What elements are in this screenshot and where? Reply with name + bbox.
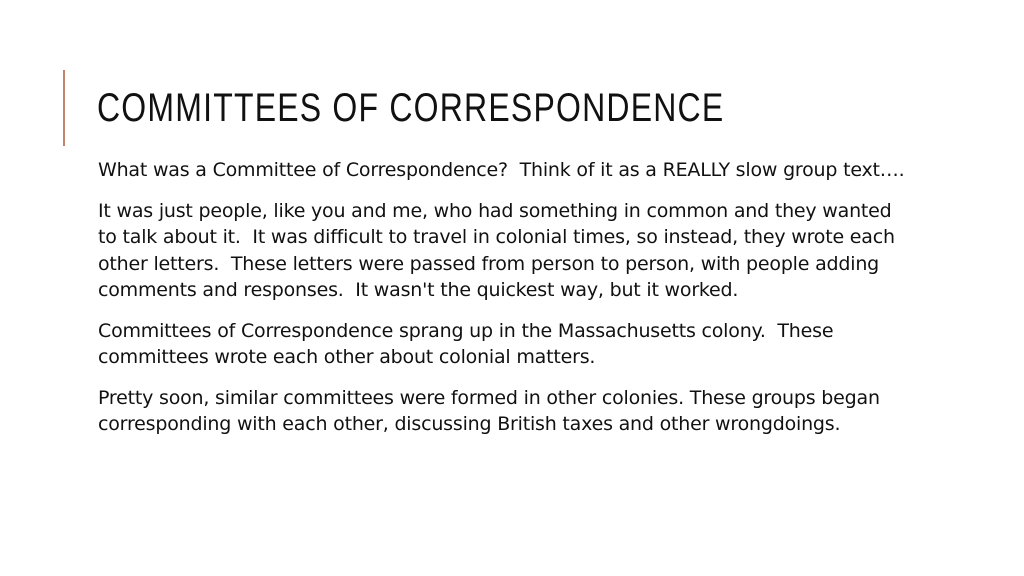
body-paragraph: Committees of Correspondence sprang up in the Massachusetts colony. These committees wrote each other about colonial matters. (98, 319, 840, 368)
body-paragraph: It was just people, like you and me, who had something in common and they wanted to talk about it. It was difficult to travel in colonial times, so instead, they wrote each other letters. These letters were passed from person to person, with people adding comments and responses. It wasn't the quickest way, but it worked. (98, 199, 901, 301)
body-paragraph: What was a Committee of Correspondence? Think of it as a REALLY slow group text…. (98, 159, 905, 181)
slide-title: COMMITTEES OF CORRESPONDENCE (97, 86, 725, 130)
slide-body (98, 157, 908, 452)
body-paragraph: Pretty soon, similar committees were formed in other colonies. These groups began corresponding with each other, discussing British taxes and other wrongdoings. (98, 386, 886, 435)
title-accent-bar (63, 70, 65, 146)
